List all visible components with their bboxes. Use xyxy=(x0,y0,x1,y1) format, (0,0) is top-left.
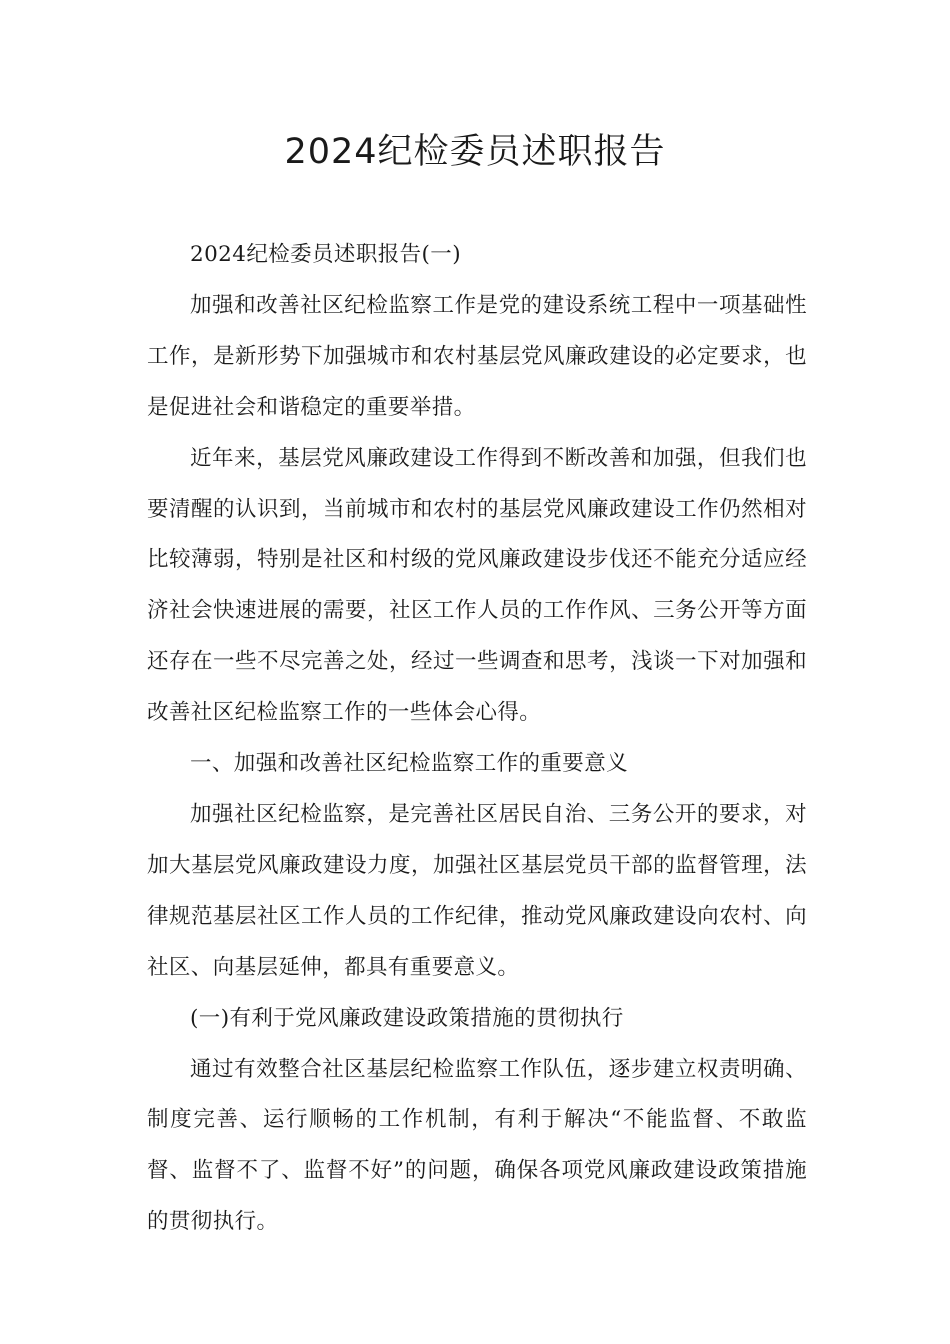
paragraph-significance: 加强社区纪检监察，是完善社区居民自治、三务公开的要求，对加大基层党风廉政建设力度，加强社区基层党员干部的监督管理，法律规范基层社区工作人员的工作纪律，推动党风廉政建设向农村、向社区、向基层延伸，都具有重要意义。 xyxy=(147,801,807,980)
subsection-heading-1: (一)有利于党风廉政建设政策措施的贯彻执行 xyxy=(190,1005,624,1031)
document-title: 2024纪检委员述职报告 xyxy=(284,132,666,172)
paragraph-background: 近年来，基层党风廉政建设工作得到不断改善和加强，但我们也要清醒的认识到，当前城市和农村的基层党风廉政建设工作仍然相对比较薄弱，特别是社区和村级的党风廉政建设步伐还不能充分适应经济社会快速进展的需要，社区工作人员的工作作风、三务公开等方面还存在一些不尽完善之处，经过一些调查和思考，浅谈一下对加强和改善社区纪检监察工作的一些体会心得。 xyxy=(147,445,807,726)
section-heading-1: 一、加强和改善社区纪检监察工作的重要意义 xyxy=(190,751,629,777)
paragraph-intro: 加强和改善社区纪检监察工作是党的建设系统工程中一项基础性工作，是新形势下加强城市和农村基层党风廉政建设的必定要求，也是促进社会和谐稳定的重要举措。 xyxy=(147,292,807,420)
paragraph-implementation: 通过有效整合社区基层纪检监察工作队伍，逐步建立权责明确、制度完善、运行顺畅的工作机制，有利于解决“不能监督、不敢监督、监督不了、监督不好”的问题，确保各项党风廉政建设政策措施的贯彻执行。 xyxy=(147,1056,807,1235)
document-body xyxy=(147,230,807,1248)
report-subtitle: 2024纪检委员述职报告(一) xyxy=(190,242,461,267)
